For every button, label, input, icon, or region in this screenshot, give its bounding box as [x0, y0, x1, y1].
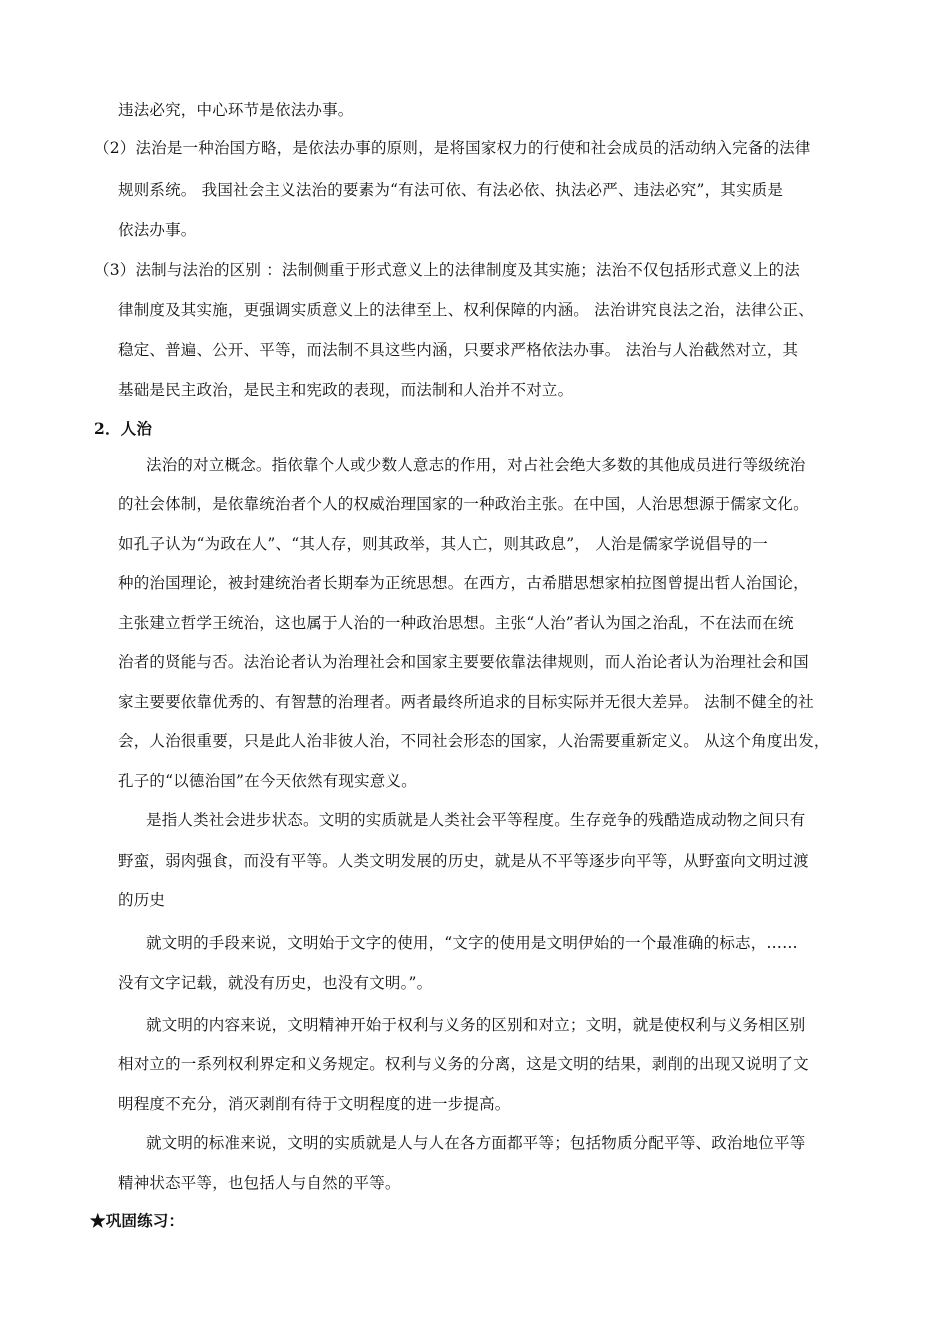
item-3-line: 基础是民主政治，是民主和宪政的表现，而法制和人治并不对立。	[118, 381, 574, 399]
wenming-line: 没有文字记载，就没有历史，也没有文明。”。	[118, 974, 433, 992]
item-2-line: 依法办事。	[118, 221, 197, 239]
section-heading-renzhi: 2．人治	[94, 419, 153, 438]
wenming-line: 就文明的手段来说，文明始于文字的使用，“文字的使用是文明伊始的一个最准确的标志，……	[146, 934, 798, 952]
item-3-line: （3）法制与法治的区别 ：法制侧重于形式意义上的法律制度及其实施；法治不仅包括形式意义上的法	[94, 261, 800, 279]
renzhi-line: 如孔子认为“为政在人”、“其人存，则其政举，其人亡，则其政息”， 人治是儒家学说倡导的一	[118, 535, 768, 553]
wenming-line: 是指人类社会进步状态。文明的实质就是人类社会平等程度。生存竞争的残酷造成动物之间只有	[146, 811, 806, 829]
exercise-heading: ★巩固练习：	[90, 1211, 185, 1230]
renzhi-line: 法治的对立概念。指依靠个人或少数人意志的作用，对占社会绝大多数的其他成员进行等级统治	[146, 456, 806, 474]
renzhi-line: 治者的贤能与否。法治论者认为治理社会和国家主要要依靠法律规则，而人治论者认为治理社会和国	[118, 653, 809, 671]
renzhi-line: 孔子的“以德治国”在今天依然有现实意义。	[118, 772, 417, 790]
intro-tail-line: 违法必究，中心环节是依法办事。	[118, 101, 354, 119]
item-3-line: 稳定、普遍、公开、平等，而法制不具这些内涵，只要求严格依法办事。 法治与人治截然对立，其	[118, 341, 799, 359]
renzhi-line: 主张建立哲学王统治，这也属于人治的一种政治思想。主张“人治”者认为国之治乱，不在法而在统	[118, 614, 794, 632]
item-2-line: （2）法治是一种治国方略，是依法办事的原则，是将国家权力的行使和社会成员的活动纳入完备的法律	[94, 139, 811, 157]
wenming-line: 精神状态平等，也包括人与自然的平等。	[118, 1174, 401, 1192]
wenming-line: 野蛮，弱肉强食，而没有平等。人类文明发展的历史，就是从不平等逐步向平等，从野蛮向文明过渡	[118, 852, 809, 870]
wenming-line: 的历史	[118, 891, 166, 909]
wenming-line: 就文明的内容来说，文明精神开始于权利与义务的区别和对立；文明，就是使权利与义务相区别	[146, 1016, 806, 1034]
renzhi-line: 种的治国理论，被封建统治者长期奉为正统思想。在西方，古希腊思想家柏拉图曾提出哲人治国论，	[118, 574, 809, 592]
renzhi-line: 会，人治很重要，只是此人治非彼人治，不同社会形态的国家，人治需要重新定义。 从这个角度出发，	[118, 732, 830, 750]
renzhi-line: 家主要要依靠优秀的、有智慧的治理者。两者最终所追求的目标实际并无很大差异。 法制不健全的社	[118, 693, 814, 711]
item-2-line: 规则系统。 我国社会主义法治的要素为“有法可依、有法必依、执法必严、违法必究”，其实质是	[118, 181, 784, 199]
wenming-line: 相对立的一系列权利界定和义务规定。权利与义务的分离，这是文明的结果，剥削的出现又说明了文	[118, 1055, 809, 1073]
item-3-line: 律制度及其实施，更强调实质意义上的法律至上、权利保障的内涵。 法治讲究良法之治，法律公正、	[118, 301, 814, 319]
renzhi-line: 的社会体制，是依靠统治者个人的权威治理国家的一种政治主张。在中国，人治思想源于儒家文化。	[118, 495, 809, 513]
wenming-line: 明程度不充分，消灭剥削有待于文明程度的进一步提高。	[118, 1095, 511, 1113]
wenming-line: 就文明的标准来说，文明的实质就是人与人在各方面都平等；包括物质分配平等、政治地位平等	[146, 1134, 806, 1152]
